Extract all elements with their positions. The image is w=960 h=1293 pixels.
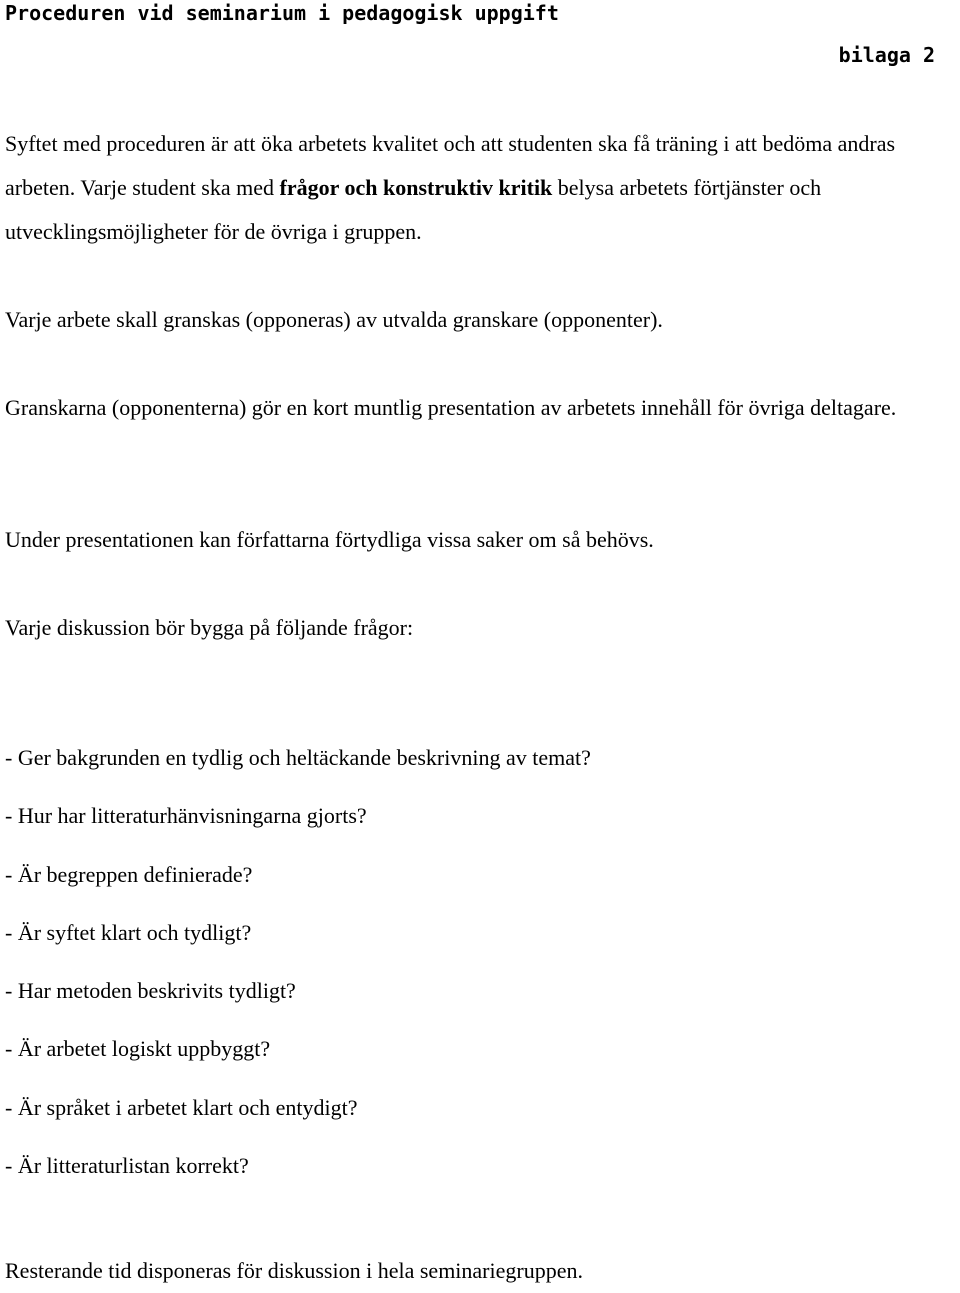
intro-paragraph [5, 122, 960, 254]
closing-paragraph: Resterande tid disponeras för diskussion i hela seminariegruppen. [5, 1258, 583, 1283]
intro-text-end: belysa arbetets förtjänster och utvecklingsmöjligheter för de övriga i gruppen. [5, 175, 822, 244]
question-item: - Är arbetet logiskt uppbyggt? [5, 1036, 271, 1062]
question-item: - Ger bakgrunden en tydlig och heltäckande beskrivning av temat? [5, 745, 591, 770]
document-title: Proceduren vid seminarium i pedagogisk uppgift [5, 1, 559, 25]
question-list [5, 736, 960, 1202]
question-item: - Har metoden beskrivits tydligt? [5, 978, 296, 1004]
question-item: - Är begreppen definierade? [5, 861, 253, 887]
discussion-paragraph: Varje diskussion bör bygga på följande frågor: [5, 615, 414, 640]
question-item: - Är litteraturlistan korrekt? [5, 1153, 249, 1179]
appendix-label: bilaga 2 [838, 43, 935, 67]
review-paragraph: Varje arbete skall granskas (opponeras) av utvalda granskare (opponenter). [5, 307, 663, 332]
intro-emphasis: frågor och konstruktiv kritik [279, 175, 553, 200]
question-item: - Hur har litteraturhänvisningarna gjorts? [5, 803, 367, 829]
question-item: - Är syftet klart och tydligt? [5, 919, 252, 945]
authors-paragraph: Under presentationen kan författarna förtydliga vissa saker om så behövs. [5, 527, 654, 552]
question-item: - Är språket i arbetet klart och entydigt? [5, 1094, 358, 1120]
intro-text-start: Syftet med proceduren är att öka arbetets kvalitet och att studenten ska få träning i att bedöma andras arbeten. Varje student ska med [5, 131, 896, 200]
presentation-paragraph: Granskarna (opponenterna) gör en kort muntlig presentation av arbetets innehåll för övriga deltagare. [5, 395, 897, 420]
